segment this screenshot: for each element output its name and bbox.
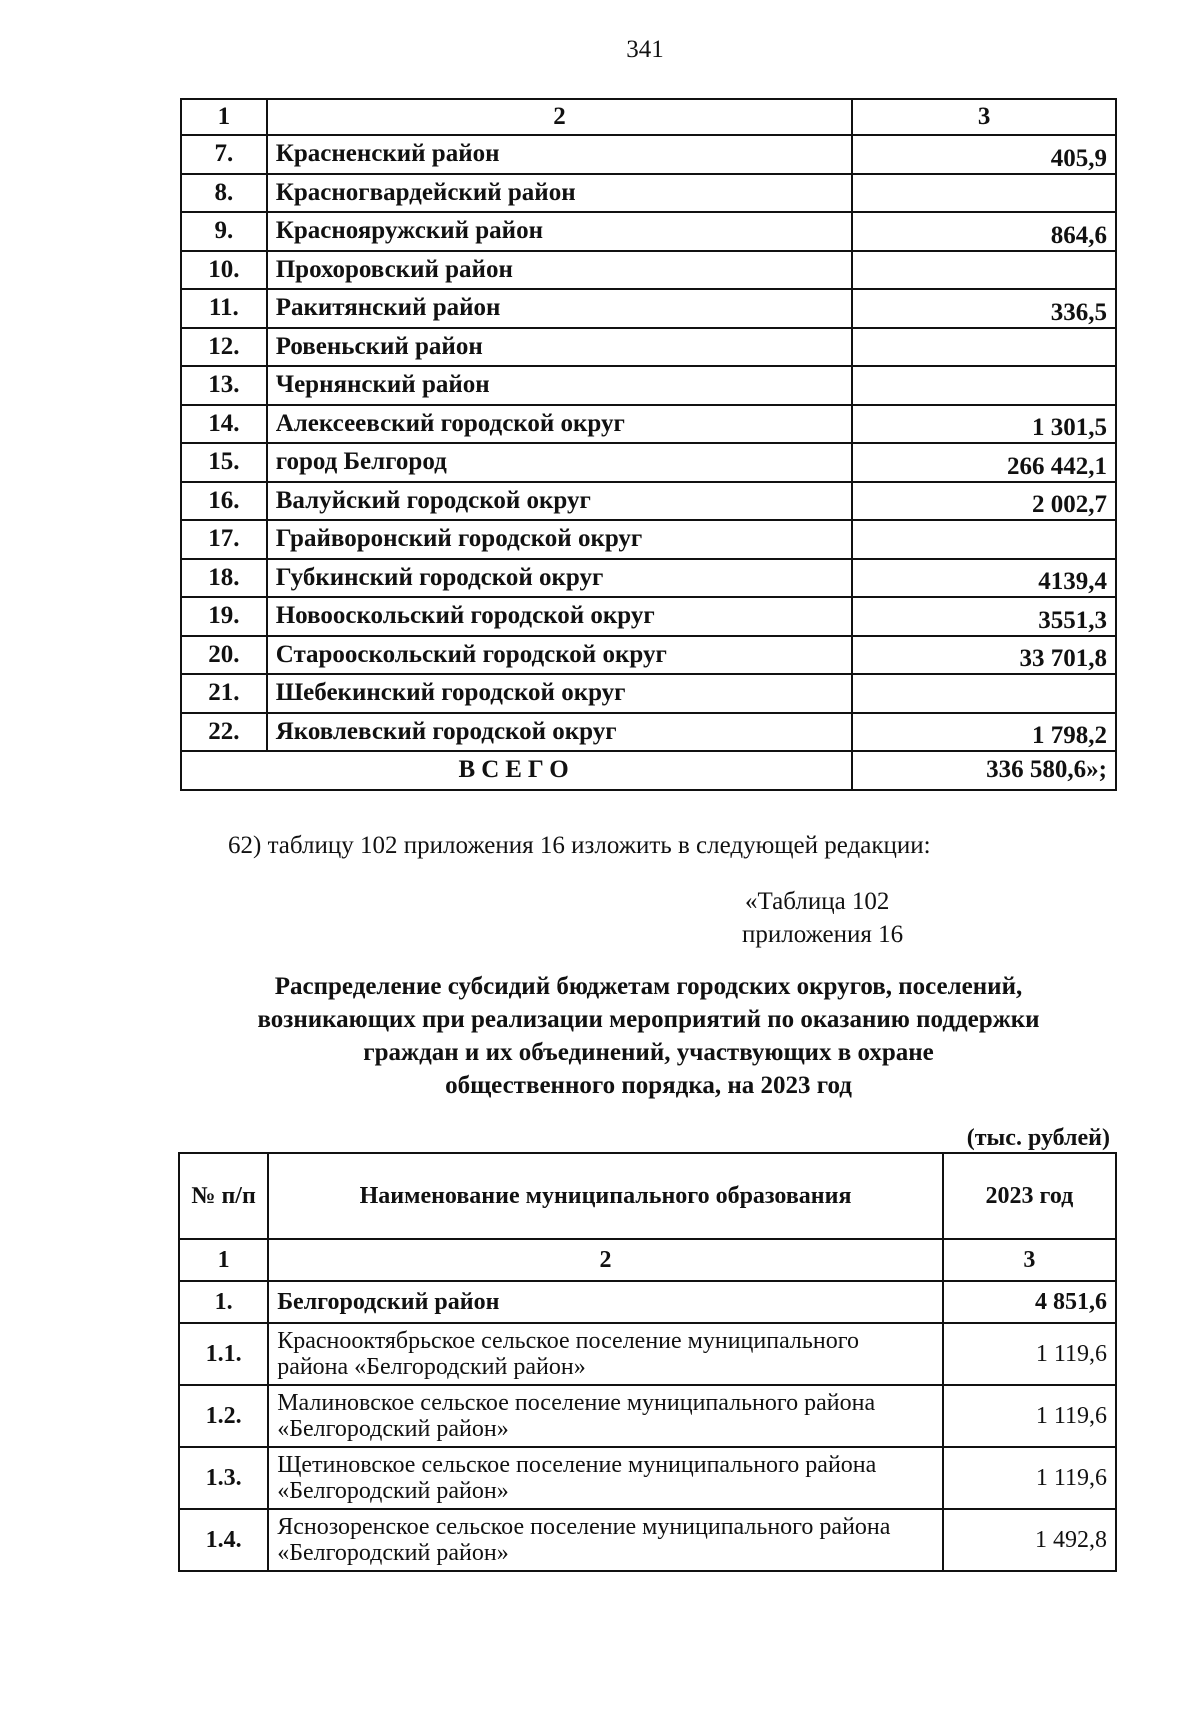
table-row (181, 636, 1116, 675)
row-number: 1.2. (179, 1385, 268, 1447)
row-value: 864,6 (852, 212, 1116, 251)
row-name: Валуйский городской округ (267, 482, 853, 521)
header-cell: 2 (267, 99, 853, 135)
page-number: 341 (626, 36, 664, 63)
row-value: 1 119,6 (943, 1447, 1116, 1509)
row-name: Яснозоренское сельское поселение муниципального района «Белгородский район» (268, 1509, 943, 1571)
table-municipal-totals (180, 98, 1117, 791)
amendment-paragraph: 62) таблицу 102 приложения 16 изложить в следующей редакции: (228, 832, 931, 859)
row-name: город Белгород (267, 443, 853, 482)
table-row (181, 174, 1116, 213)
row-name: Красненский район (267, 135, 853, 174)
row-value: 1 492,8 (943, 1509, 1116, 1571)
table-row (179, 1281, 1116, 1323)
row-value: 336,5 (852, 289, 1116, 328)
row-number: 16. (181, 482, 267, 521)
row-name: Краснояружский район (267, 212, 853, 251)
row-value: 1 119,6 (943, 1385, 1116, 1447)
row-name: Новооскольский городской округ (267, 597, 853, 636)
table-row (179, 1447, 1116, 1509)
row-number: 1.3. (179, 1447, 268, 1509)
table-row (179, 1385, 1116, 1447)
row-name: Грайворонский городской округ (267, 520, 853, 559)
table-row (181, 251, 1116, 290)
row-name: Прохоровский район (267, 251, 853, 290)
row-number: 11. (181, 289, 267, 328)
index-row (179, 1239, 1116, 1281)
table-ref-line-2: приложения 16 (742, 921, 904, 948)
row-number: 1.1. (179, 1323, 268, 1385)
table-total-row (181, 751, 1116, 790)
table-row (181, 559, 1116, 598)
table-row (181, 328, 1116, 367)
row-value (852, 174, 1116, 213)
row-number: 1.4. (179, 1509, 268, 1571)
header-name: Наименование муниципального образования (268, 1153, 943, 1239)
row-value (852, 251, 1116, 290)
row-name: Алексеевский городской округ (267, 405, 853, 444)
header-year: 2023 год (943, 1153, 1116, 1239)
row-name: Шебекинский городской округ (267, 674, 853, 713)
table-row (181, 443, 1116, 482)
row-number: 12. (181, 328, 267, 367)
row-name: Яковлевский городской округ (267, 713, 853, 752)
table-row (179, 1323, 1116, 1385)
index-cell: 2 (268, 1239, 943, 1281)
row-name: Малиновское сельское поселение муниципального района «Белгородский район» (268, 1385, 943, 1447)
row-value (852, 520, 1116, 559)
row-number: 7. (181, 135, 267, 174)
header-cell: 3 (852, 99, 1116, 135)
header-cell: 1 (181, 99, 267, 135)
row-number: 10. (181, 251, 267, 290)
row-value: 2 002,7 (852, 482, 1116, 521)
table-row (181, 597, 1116, 636)
row-value: 4139,4 (852, 559, 1116, 598)
table-row (181, 135, 1116, 174)
title-line: возникающих при реализации мероприятий по оказанию поддержки (257, 1006, 1040, 1033)
row-name: Краснооктябрьское сельское поселение муниципального района «Белгородский район» (268, 1323, 943, 1385)
row-number: 17. (181, 520, 267, 559)
row-number: 22. (181, 713, 267, 752)
row-value: 1 798,2 (852, 713, 1116, 752)
table-row (181, 713, 1116, 752)
row-value: 1 301,5 (852, 405, 1116, 444)
row-value (852, 328, 1116, 367)
row-number: 21. (181, 674, 267, 713)
total-value: 336 580,6»; (852, 751, 1116, 790)
row-value (852, 674, 1116, 713)
row-number: 18. (181, 559, 267, 598)
row-name: Старооскольский городской округ (267, 636, 853, 675)
row-number: 9. (181, 212, 267, 251)
table-row (181, 520, 1116, 559)
row-name: Красногвардейский район (267, 174, 853, 213)
table-row (179, 1509, 1116, 1571)
row-value: 33 701,8 (852, 636, 1116, 675)
table-row (181, 366, 1116, 405)
row-value: 4 851,6 (943, 1281, 1116, 1323)
row-name: Белгородский район (268, 1281, 943, 1323)
header-num: № п/п (179, 1153, 268, 1239)
table-row (181, 482, 1116, 521)
title-line: граждан и их объединений, участвующих в охране (363, 1039, 934, 1066)
table-header-row (179, 1153, 1116, 1239)
title-line: Распределение субсидий бюджетам городских округов, поселений, (274, 973, 1023, 1000)
row-value: 1 119,6 (943, 1323, 1116, 1385)
row-number: 13. (181, 366, 267, 405)
row-name: Губкинский городской округ (267, 559, 853, 598)
row-value: 3551,3 (852, 597, 1116, 636)
units-label: (тыс. рублей) (966, 1125, 1110, 1151)
total-label: ВСЕГО (181, 751, 852, 790)
row-value: 266 442,1 (852, 443, 1116, 482)
table-title (180, 970, 1117, 1102)
row-number: 1. (179, 1281, 268, 1323)
table-header-row (181, 99, 1116, 135)
title-line: общественного порядка, на 2023 год (445, 1072, 852, 1099)
index-cell: 3 (943, 1239, 1116, 1281)
table-row (181, 289, 1116, 328)
table-row (181, 212, 1116, 251)
table-row (181, 405, 1116, 444)
table-subsidies (178, 1152, 1117, 1572)
row-name: Щетиновское сельское поселение муниципального района «Белгородский район» (268, 1447, 943, 1509)
row-value (852, 366, 1116, 405)
table-row (181, 674, 1116, 713)
table-reference (742, 885, 904, 951)
row-number: 20. (181, 636, 267, 675)
row-number: 8. (181, 174, 267, 213)
row-number: 15. (181, 443, 267, 482)
row-value: 405,9 (852, 135, 1116, 174)
index-cell: 1 (179, 1239, 268, 1281)
row-name: Ровеньский район (267, 328, 853, 367)
row-name: Ракитянский район (267, 289, 853, 328)
row-name: Чернянский район (267, 366, 853, 405)
table-ref-line-1: «Таблица 102 (745, 888, 890, 915)
row-number: 19. (181, 597, 267, 636)
row-number: 14. (181, 405, 267, 444)
